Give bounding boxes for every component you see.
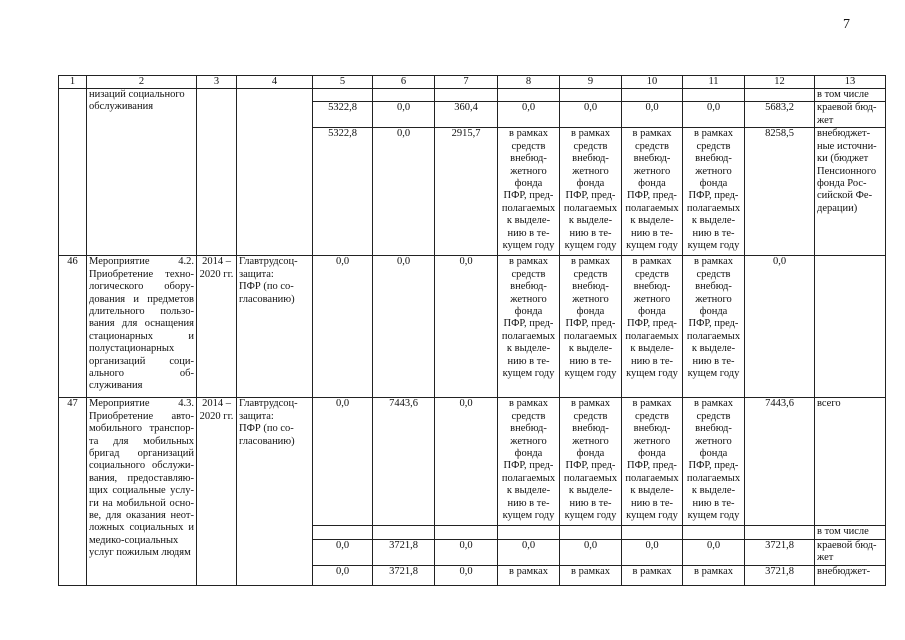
value-cell: 3721,8 xyxy=(373,539,435,565)
value-cell: 7443,6 xyxy=(373,398,435,526)
table-row xyxy=(59,398,886,526)
period-cell xyxy=(197,89,237,256)
value-cell: в рамках xyxy=(622,565,683,585)
value-cell: 0,0 xyxy=(560,102,622,128)
value-cell: в рамках xyxy=(498,565,560,585)
value-cell: в рамках средств внебюд- жетного фонда ПФР, пред- полагаемых к выделе- нию в те- кущем году xyxy=(622,128,683,256)
header-cell: 5 xyxy=(313,76,373,89)
source-cell: всего xyxy=(815,398,886,526)
value-cell: 0,0 xyxy=(498,102,560,128)
header-cell: 11 xyxy=(683,76,745,89)
value-cell: в рамках средств внебюд- жетного фонда ПФР, пред- полагаемых к выделе- нию в те- кущем году xyxy=(683,398,745,526)
value-cell: в рамках xyxy=(683,565,745,585)
value-cell: 5322,8 xyxy=(313,102,373,128)
value-cell: 2915,7 xyxy=(435,128,498,256)
page-number: 7 xyxy=(843,17,850,32)
source-cell: внебюджет- ные источни- ки (бюджет Пенсионного фонда Рос- сийской Фе- дерации) xyxy=(815,128,886,256)
activity-name-cell: Мероприятие 4.2. Приобретение техно-логического обору-дования и предметов длительного пользо-вания для оснащения стационарных и полустационарных организаций соци-ального об-служивания xyxy=(87,256,197,398)
value-cell: 0,0 xyxy=(313,565,373,585)
header-row xyxy=(59,76,886,89)
header-cell: 6 xyxy=(373,76,435,89)
value-cell: 0,0 xyxy=(373,102,435,128)
value-cell: 0,0 xyxy=(435,539,498,565)
value-cell: 0,0 xyxy=(435,256,498,398)
value-cell: в рамках средств внебюд- жетного фонда ПФР, пред- полагаемых к выделе- нию в те- кущем году xyxy=(498,128,560,256)
value-cell: 0,0 xyxy=(373,256,435,398)
value-cell: 0,0 xyxy=(622,539,683,565)
source-cell: краевой бюд- жет xyxy=(815,539,886,565)
value-cell: 0,0 xyxy=(435,565,498,585)
header-cell: 3 xyxy=(197,76,237,89)
value-cell: в рамках средств внебюд- жетного фонда ПФР, пред- полагаемых к выделе- нию в те- кущем году xyxy=(560,398,622,526)
value-cell: в рамках средств внебюд- жетного фонда ПФР, пред- полагаемых к выделе- нию в те- кущем году xyxy=(498,256,560,398)
value-cell: 3721,8 xyxy=(373,565,435,585)
source-cell xyxy=(815,256,886,398)
value-cell: 8258,5 xyxy=(745,128,815,256)
value-cell: в рамках средств внебюд- жетного фонда ПФР, пред- полагаемых к выделе- нию в те- кущем году xyxy=(683,256,745,398)
value-cell: 0,0 xyxy=(560,539,622,565)
value-cell: 3721,8 xyxy=(745,565,815,585)
header-cell: 9 xyxy=(560,76,622,89)
value-cell: 0,0 xyxy=(313,539,373,565)
value-cell: 0,0 xyxy=(373,128,435,256)
value-cell: 0,0 xyxy=(313,256,373,398)
value-cell: в рамках средств внебюд- жетного фонда ПФР, пред- полагаемых к выделе- нию в те- кущем году xyxy=(560,128,622,256)
source-cell: внебюджет- xyxy=(815,565,886,585)
period-cell: 2014 – 2020 гг. xyxy=(197,256,237,398)
value-cell: в рамках средств внебюд- жетного фонда ПФР, пред- полагаемых к выделе- нию в те- кущем году xyxy=(560,256,622,398)
header-cell: 12 xyxy=(745,76,815,89)
header-cell: 7 xyxy=(435,76,498,89)
value-cell: 0,0 xyxy=(683,102,745,128)
value-cell: 0,0 xyxy=(622,102,683,128)
header-cell: 4 xyxy=(237,76,313,89)
row-number-cell: 46 xyxy=(59,256,87,398)
value-cell: в рамках средств внебюд- жетного фонда ПФР, пред- полагаемых к выделе- нию в те- кущем году xyxy=(683,128,745,256)
period-cell: 2014 – 2020 гг. xyxy=(197,398,237,585)
value-cell: 0,0 xyxy=(313,398,373,526)
header-cell: 1 xyxy=(59,76,87,89)
value-cell: 0,0 xyxy=(683,539,745,565)
header-cell: 2 xyxy=(87,76,197,89)
source-cell: в том числе xyxy=(815,89,886,102)
executor-cell xyxy=(237,89,313,256)
value-cell: 360,4 xyxy=(435,102,498,128)
value-cell: 0,0 xyxy=(745,256,815,398)
table-row xyxy=(59,89,886,102)
source-cell: в том числе xyxy=(815,526,886,539)
value-cell: 0,0 xyxy=(435,398,498,526)
value-cell: 5683,2 xyxy=(745,102,815,128)
activity-name-cell: Мероприятие 4.3. Приобретение авто-мобильного транспор-та для мобильных бригад организаций социального обслужи-вания, предоставляю-щих социальные услу-ги на мобильной осно-ве, для оказания неот-ложных социальных и медико-социальных услуг пожилым людям xyxy=(87,398,197,585)
value-cell: в рамках средств внебюд- жетного фонда ПФР, пред- полагаемых к выделе- нию в те- кущем году xyxy=(622,398,683,526)
header-cell: 10 xyxy=(622,76,683,89)
value-cell: 7443,6 xyxy=(745,398,815,526)
source-cell: краевой бюд- жет xyxy=(815,102,886,128)
value-cell: 3721,8 xyxy=(745,539,815,565)
value-cell: 5322,8 xyxy=(313,128,373,256)
value-cell: в рамках xyxy=(560,565,622,585)
table-row xyxy=(59,256,886,398)
executor-cell: Главтрудсоц- защита: ПФР (по со- гласованию) xyxy=(237,398,313,585)
row-number-cell xyxy=(59,89,87,256)
value-cell: в рамках средств внебюд- жетного фонда ПФР, пред- полагаемых к выделе- нию в те- кущем году xyxy=(622,256,683,398)
budget-table xyxy=(58,75,886,586)
activity-name-cell: низаций социального обслуживания xyxy=(87,89,197,256)
header-cell: 8 xyxy=(498,76,560,89)
header-cell: 13 xyxy=(815,76,886,89)
row-number-cell: 47 xyxy=(59,398,87,585)
value-cell: в рамках средств внебюд- жетного фонда ПФР, пред- полагаемых к выделе- нию в те- кущем году xyxy=(498,398,560,526)
value-cell: 0,0 xyxy=(498,539,560,565)
executor-cell: Главтрудсоц- защита: ПФР (по со- гласованию) xyxy=(237,256,313,398)
